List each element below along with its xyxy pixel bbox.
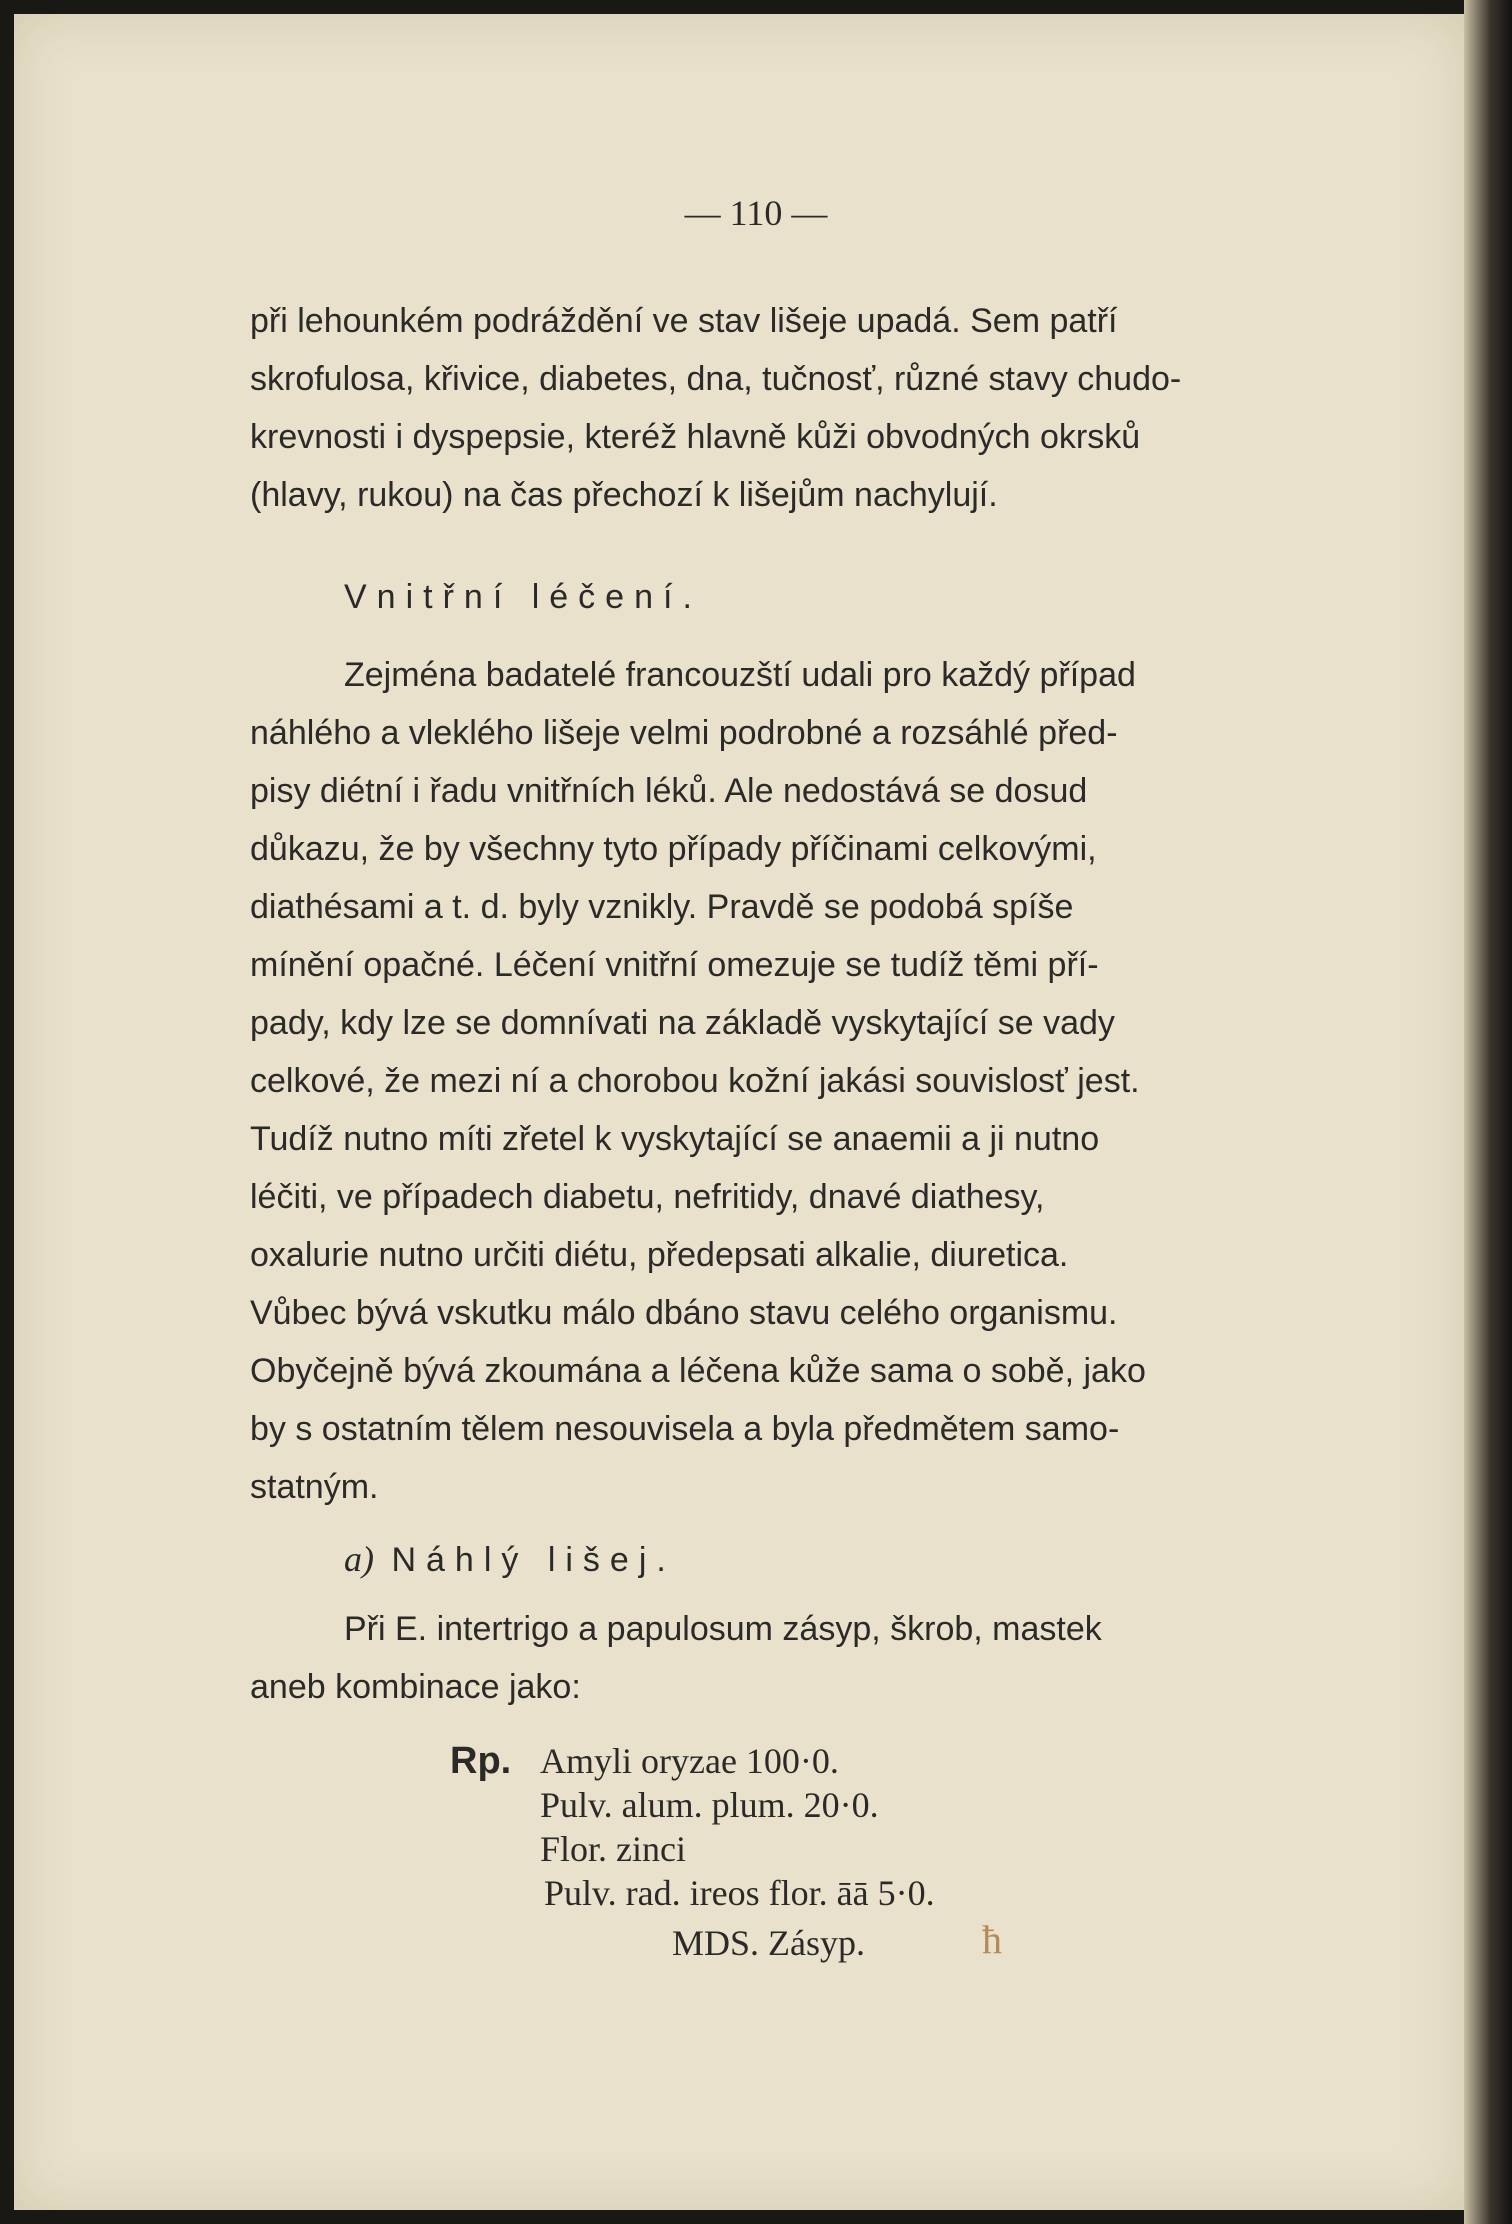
recipe-label: Rp. [450, 1740, 512, 1782]
paragraph2-line-2: náhlého a vleklého lišeje velmi podrobné a rozsáhlé před- [250, 714, 1118, 752]
paragraph2-line-9: Tudíž nutno míti zřetel k vyskytající se anaemii a ji nutno [250, 1120, 1100, 1158]
paragraph2-line-5: diathésami a t. d. byly vznikly. Pravdě se podobá spíše [250, 888, 1074, 926]
paragraph1-line-2: skrofulosa, křivice, diabetes, dna, tučnosť, různé stavy chudo- [250, 360, 1182, 398]
paragraph3-line-1: Při E. intertrigo a papulosum zásyp, škrob, mastek [344, 1610, 1102, 1648]
paragraph2-line-12: Vůbec bývá vskutku málo dbáno stavu celého organismu. [250, 1294, 1118, 1332]
recipe-line-3: Flor. zinci [540, 1829, 686, 1869]
paragraph1-line-3: krevnosti i dyspepsie, kteréž hlavně kůži obvodných okrsků [250, 418, 1141, 456]
subheading-title: Náhlý lišej. [391, 1541, 676, 1579]
paragraph2-line-3: pisy diétní i řadu vnitřních léků. Ale nedostává se dosud [250, 772, 1088, 810]
paragraph2-line-8: celkové, že mezi ní a chorobou kožní jakási souvislosť jest. [250, 1062, 1140, 1100]
paragraph2-line-14: by s ostatním tělem nesouvisela a byla předmětem samo- [250, 1410, 1120, 1448]
recipe-line-4: Pulv. rad. ireos flor. āā 5·0. [544, 1873, 935, 1913]
line-text: při lehounkém podráždění ve stav lišeje upadá. Sem patří [250, 302, 1118, 340]
subheading-prefix: a) [344, 1539, 374, 1579]
paragraph3-line-2: aneb kombinace jako: [250, 1668, 581, 1706]
paragraph2-line-4: důkazu, že by všechny tyto případy příčinami celkovými, [250, 830, 1097, 868]
paragraph1-line-1 [250, 302, 1330, 341]
paragraph2-line-11: oxalurie nutno určiti diétu, předepsati alkalie, diuretica. [250, 1236, 1069, 1274]
paragraph2-line-10: léčiti, ve případech diabetu, nefritidy, dnavé diathesy, [250, 1178, 1045, 1216]
section-heading: Vnitřní léčení. [344, 578, 702, 616]
recipe-signature: MDS. Zásyp. [672, 1923, 866, 1963]
recipe-line-2: Pulv. alum. plum. 20·0. [540, 1785, 879, 1825]
paragraph2-line-15: statným. [250, 1468, 379, 1506]
paragraph2-line-13: Obyčejně bývá zkoumána a léčena kůže sama o sobě, jako [250, 1352, 1146, 1390]
page-edge-shadow [1464, 0, 1512, 2224]
paragraph2-line-7: pady, kdy lze se domnívati na základě vyskytající se vady [250, 1004, 1115, 1042]
subheading [344, 1538, 1424, 1580]
paragraph2-line-1: Zejména badatelé francouzští udali pro každý případ [344, 656, 1136, 694]
page-number: — 110 — [684, 193, 828, 233]
scan-top-band [0, 0, 1512, 14]
paragraph2-line-6: mínění opačné. Léčení vnitřní omezuje se tudíž těmi pří- [250, 946, 1099, 984]
paragraph1-line-4: (hlavy, rukou) na čas přechozí k lišejům nachylují. [250, 476, 998, 514]
pencil-mark: ħ [982, 1917, 1002, 1962]
recipe-line-1: Amyli oryzae 100·0. [540, 1741, 839, 1781]
